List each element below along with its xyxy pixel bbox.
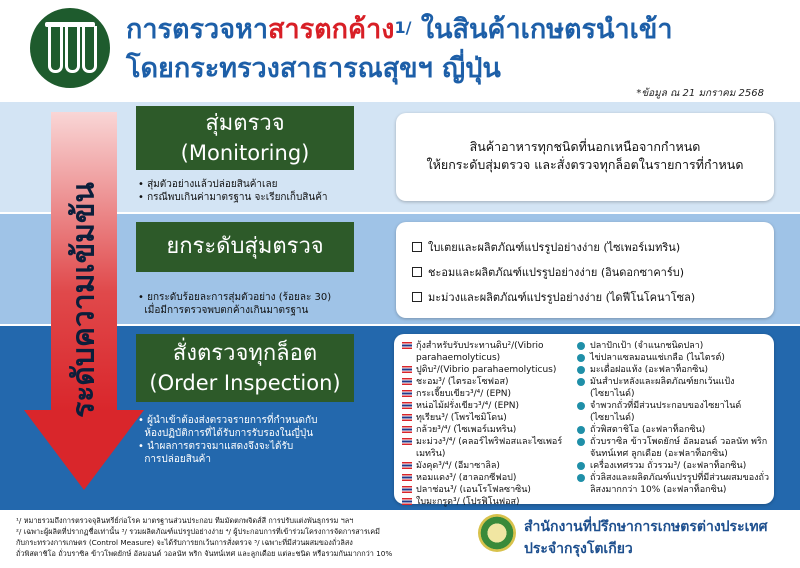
level-monitoring-card	[396, 113, 774, 201]
list-item: มะม่วง³/⁴/ (คลอร์ไพริฟอสและไซเพอร์เมทริน)	[402, 436, 574, 460]
list-item: หน่อไม้ฝรั่งเขียว³/⁴/ (EPN)	[402, 400, 574, 412]
footnote: ¹/ หมายรวมถึงการตรวจจุลินทรีย์ก่อโรค มาตรฐานส่วนประกอบ ทีมมัดตกพจิดส์สี การปรับแต่งพันธุกรรม ฯลฯ	[16, 516, 354, 525]
thailand-flag-icon	[402, 426, 412, 433]
bullet-item: • ยกระดับร้อยละการสุ่มตัวอย่าง (ร้อยละ 30)	[138, 292, 332, 303]
list-item: กล้วย³/⁴/ (ไซเพอร์เมทริน)	[402, 424, 574, 436]
card-line: สินค้าอาหารทุกชนิดที่นอกเหนือจากกำหนด	[469, 139, 701, 154]
thailand-flag-icon	[402, 390, 412, 397]
list-item: ถั่วบราซิล ข้าวโพดยักษ์ อัลมอนด์ วอลนัท พริก จันทน์เทศ ลูกเดือย (อะฟลาท็อกซิน)	[576, 436, 770, 460]
list-item: ถั่วลิสงและผลิตภัณฑ์แปรรูปที่มีส่วนผสมของถั่วลิสงมากกว่า 10% (อะฟลาท็อกซิน)	[576, 472, 770, 496]
list-item: ทุเรียน³/ (โพรไซมิโดน)	[402, 412, 574, 424]
list-item: ปลาปักเป้า (จำแนกชนิดปลา)	[576, 340, 770, 352]
bullet-dot-icon	[577, 378, 585, 386]
bullet-item: • กรณีพบเกินค่ามาตรฐาน จะเรียกเก็บสินค้า	[138, 192, 328, 203]
level-title-en: (Order Inspection)	[149, 371, 341, 395]
thailand-flag-icon	[402, 462, 412, 469]
bullet-dot-icon	[577, 342, 585, 350]
thailand-flag-icon	[402, 414, 412, 421]
checkbox-icon	[412, 267, 422, 277]
thailand-flag-icon	[402, 486, 412, 493]
level-raised-box	[136, 222, 354, 272]
level-title-th: ยกระดับสุ่มตรวจ	[166, 234, 324, 259]
thai-items-list	[402, 340, 574, 508]
title-footnote-mark: 1/	[394, 18, 412, 37]
title-highlight: สารตกค้าง	[268, 14, 395, 45]
other-items-list	[576, 340, 770, 496]
bullet-item: เมื่อมีการตรวจพบตกค้างเกินมาตรฐาน	[144, 305, 309, 316]
thailand-flag-icon	[402, 366, 412, 373]
level-order-box	[136, 334, 354, 402]
bullet-dot-icon	[577, 402, 585, 410]
level-raised-card	[396, 222, 774, 318]
list-item: จำพวกถั่วที่มีส่วนประกอบของไซยาไนด์ (ไซยาไนด์)	[576, 400, 770, 424]
list-item: มันสำปะหลังและผลิตภัณฑ์ยกเว้นแป้ง (ไซยาไนด์)	[576, 376, 770, 400]
list-item: มะม่วงและผลิตภัณฑ์แปรรูปอย่างง่าย (ไดฟีโนโคนาโซล)	[412, 288, 695, 306]
page-title	[126, 10, 673, 88]
list-item: มังคุด³/⁴/ (อีมาซาลิล)	[402, 460, 574, 472]
thailand-flag-icon	[402, 378, 412, 385]
list-item: กุ้งสำหรับรับประทานดิบ²/(Vibrio parahaemolyticus)	[402, 340, 574, 364]
bullet-item: • นำผลการตรวจมาแสดงจึงจะได้รับ	[138, 441, 294, 452]
level-title-en: (Monitoring)	[180, 141, 310, 165]
footnote: ถั่วพิสตาชิโอ ถั่วบราซิล ข้าวโพดยักษ์ อัลมอนด์ วอลนัท พริก จันทน์เทศ และลูกเดือย แต่ละชนิด หรือรวมกันมากกว่า 10%	[16, 549, 393, 558]
list-item: หอมแดง³/ (ฮาลอกซีฟอป)	[402, 472, 574, 484]
bullet-item: • ผู้นำเข้าต้องส่งตรวจรายการที่กำหนดกับ	[138, 415, 318, 426]
ministry-seal-icon	[478, 514, 516, 552]
date-note: *ข้อมูล ณ 21 มกราคม 2568	[636, 88, 764, 99]
list-item: มะเดื่อฝอแห้ง (อะฟลาท็อกซิน)	[576, 364, 770, 376]
thailand-flag-icon	[402, 498, 412, 505]
thailand-flag-icon	[402, 438, 412, 445]
checkbox-icon	[412, 292, 422, 302]
footnotes	[16, 515, 476, 559]
level-order-card	[394, 334, 774, 507]
test-tubes-icon	[30, 8, 110, 88]
level-title-th: สุ่มตรวจ	[205, 111, 285, 136]
level-raised-bullets	[138, 291, 331, 317]
thailand-flag-icon	[402, 474, 412, 481]
bullet-dot-icon	[577, 474, 585, 482]
list-item: ชะอม³/ (ไตรอะโซฟอส)	[402, 376, 574, 388]
card-line: ให้ยกระดับสุ่มตรวจ และสั่งตรวจทุกล็อตในรายการที่กำหนด	[426, 157, 744, 172]
level-order-bullets	[138, 414, 317, 466]
bullet-dot-icon	[577, 438, 585, 446]
level-monitoring-box	[136, 106, 354, 170]
bullet-dot-icon	[577, 366, 585, 374]
bullet-item: การปล่อยสินค้า	[144, 454, 211, 465]
list-item: ชะอมและผลิตภัณฑ์แปรรูปอย่างง่าย (อินดอกซาคาร์บ)	[412, 263, 684, 281]
bullet-item: ห้องปฏิบัติการที่ได้รับการรับรองในญี่ปุ่น	[144, 428, 314, 439]
thailand-flag-icon	[402, 402, 412, 409]
list-item: ใบเตยและผลิตภัณฑ์แปรรูปอย่างง่าย (ไซเพอร์เมทริน)	[412, 238, 680, 256]
intensity-arrow-head	[24, 410, 144, 490]
list-item: ถั่วพิสตาชิโอ (อะฟลาท็อกซิน)	[576, 424, 770, 436]
bullet-dot-icon	[577, 354, 585, 362]
level-monitoring-bullets	[138, 178, 328, 204]
thailand-flag-icon	[402, 342, 412, 349]
list-item: ไข่ปลาแซลมอนแช่เกลือ (ไนไตรต์)	[576, 352, 770, 364]
list-item: เครื่องเทศรวม ถั่วรวม³/ (อะฟลาท็อกซิน)	[576, 460, 770, 472]
list-item: ปลาช่อน³/ (เอนโรโฟลซาซิน)	[402, 484, 574, 496]
level-title-th: สั่งตรวจทุกล็อต	[172, 341, 318, 366]
footnote: ²/ เฉพาะผู้ผลิตที่ปรากฏชื่อเท่านั้น ³/ รวมผลิตภัณฑ์แปรรูปอย่างง่าย ⁴/ ผู้ประกอบการที่เข้าร่วมโครงการจัดการสารเคมี	[16, 527, 380, 536]
bullet-dot-icon	[577, 462, 585, 470]
list-item: กระเจี๊ยบเขียว³/⁴/ (EPN)	[402, 388, 574, 400]
title-line-1: การตรวจหาสารตกค้าง$^{1/}$ ในสินค้าเกษตรนำเข้า	[126, 14, 673, 45]
list-item: ใบมะกรูด³/ (โปรฟิโนฟอส)	[402, 496, 574, 508]
bullet-dot-icon	[577, 426, 585, 434]
checkbox-icon	[412, 242, 422, 252]
title-line-2: โดยกระทรวงสาธารณสุขฯ ญี่ปุ่น	[126, 53, 501, 84]
office-name: สำนักงานที่ปรึกษาการเกษตรต่างประเทศ ประจำกรุงโตเกียว	[524, 519, 768, 557]
footnote: กับกระทรวงการเกษตร (Control Measure) จะได้รับการยกเว้นการสั่งตรวจ ⁵/ เฉพาะที่มีส่วนผสมของถั่วลิสง	[16, 538, 353, 547]
bullet-item: • สุ่มตัวอย่างแล้วปล่อยสินค้าเลย	[138, 179, 278, 190]
list-item: ปูดิบ²/(Vibrio parahaemolyticus)	[402, 364, 574, 376]
